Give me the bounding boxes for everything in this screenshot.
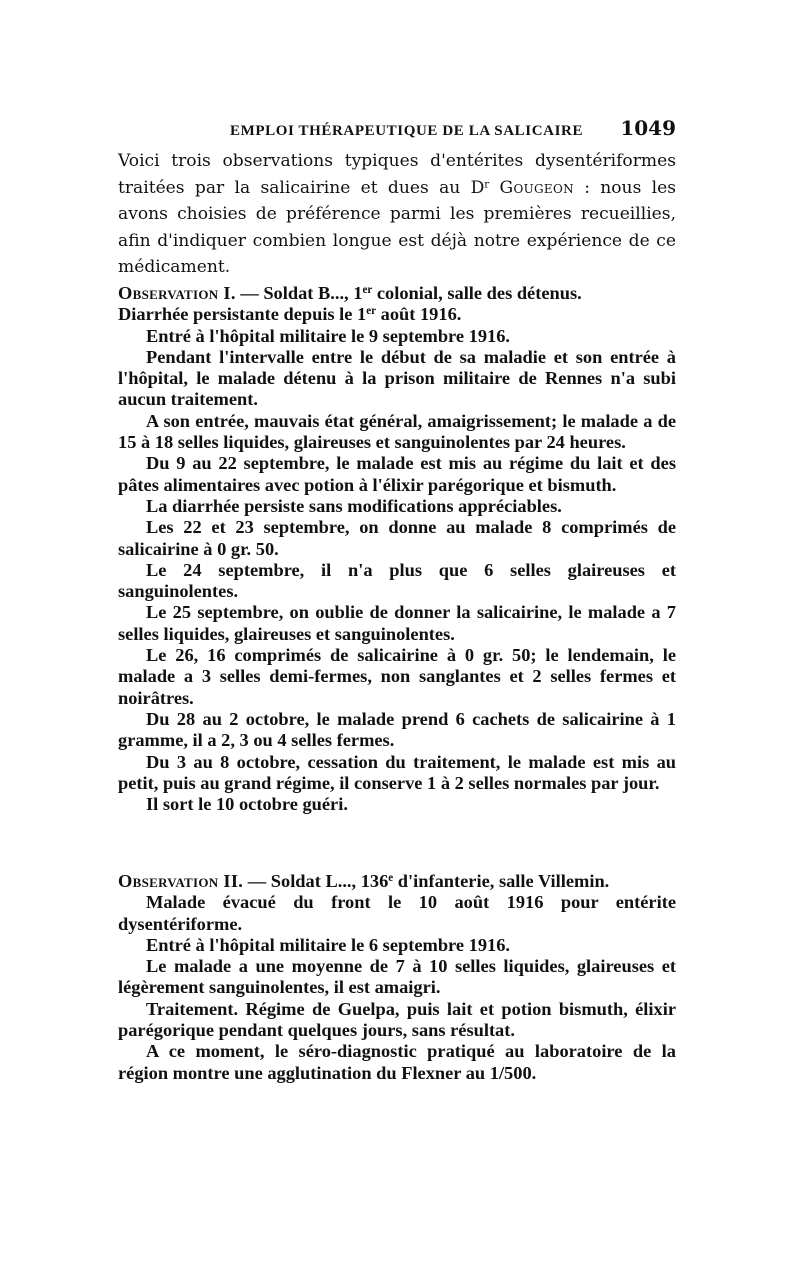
observation-1-lead-text: — Soldat B..., 1	[235, 283, 363, 303]
observation-1-lead	[118, 283, 676, 304]
running-header	[120, 116, 676, 140]
observation-2	[118, 871, 676, 1084]
observation-2-paragraph: Malade évacué du front le 10 août 1916 pour entérite dysentériforme.	[118, 892, 676, 934]
observation-1-paragraph: Le 25 septembre, on oublie de donner la salicairine, le malade a 7 selles liquides, glaireuses et sanguinolentes.	[118, 602, 676, 644]
observation-1-line-2	[118, 304, 676, 325]
observation-1-paragraph: Les 22 et 23 septembre, on donne au malade 8 comprimés de salicairine à 0 gr. 50.	[118, 517, 676, 559]
doctor-abbrev-sup: r	[484, 177, 490, 190]
observation-2-paragraph: A ce moment, le séro-diagnostic pratiqué au laboratoire de la région montre une agglutination du Flexner au 1/500.	[118, 1041, 676, 1083]
observation-1-line-2-text-end: août 1916.	[376, 304, 462, 325]
observation-2-paragraph: Traitement. Régime de Guelpa, puis lait et potion bismuth, élixir parégorique pendant quelques jours, sans résultat.	[118, 998, 676, 1041]
observation-1-paragraph: A son entrée, mauvais état général, amaigrissement; le malade a de 15 à 18 selles liquides, glaireuses et sanguinolentes par 24 heures.	[118, 410, 676, 453]
observation-1-paragraph: Il sort le 10 octobre guéri.	[146, 794, 348, 815]
observation-1-paragraph: La diarrhée persiste sans modifications appréciables.	[146, 495, 562, 516]
intro-text-start: Voici trois observations typiques d'entérites dysentériformes traitées par la salicairine et dues au D	[118, 151, 676, 198]
observation-1-paragraph: Entré à l'hôpital militaire le 9 septembre 1916.	[146, 325, 511, 346]
observation-1-paragraph: Le 26, 16 comprimés de salicairine à 0 gr. 50; le lendemain, le malade a 3 selles demi-fermes, non sanglantes et 2 selles fermes et noirâtres.	[118, 645, 676, 708]
observation-1-paragraph: Du 3 au 8 octobre, cessation du traitement, le malade est mis au petit, puis au grand régime, il conserve 1 à 2 selles normales par jour.	[118, 751, 676, 793]
observation-2-paragraph: Le malade a une moyenne de 7 à 10 selles liquides, glaireuses et légèrement sanguinolentes, il est amaigri.	[118, 956, 676, 998]
observation-1-line-2-sup: er	[366, 305, 377, 318]
running-title: EMPLOI THÉRAPEUTIQUE DE LA SALICAIRE	[230, 123, 584, 139]
observation-1-line-2-text: Diarrhée persistante depuis le 1	[118, 304, 367, 325]
page-number: 1049	[620, 116, 676, 140]
observation-2-lead	[118, 871, 676, 892]
observation-2-paragraph: Entré à l'hôpital militaire le 6 septembre 1916.	[146, 934, 511, 955]
observation-1-lead-text-end: colonial, salle des détenus.	[372, 283, 582, 303]
observation-1-paragraph: Du 9 au 22 septembre, le malade est mis au régime du lait et des pâtes alimentaires avec potion à l'élixir parégorique et bismuth.	[118, 453, 676, 495]
observation-1-heading: Observation I.	[118, 283, 236, 303]
observation-1-paragraph: Le 24 septembre, il n'a plus que 6 selles glaireuses et sanguinolentes.	[118, 559, 676, 602]
observation-1-paragraph: Pendant l'intervalle entre le début de sa maladie et son entrée à l'hôpital, le malade détenu à la prison militaire de Rennes n'a subi aucun traitement.	[118, 346, 676, 410]
intro-paragraph	[118, 148, 676, 281]
observation-1-paragraph: Du 28 au 2 octobre, le malade prend 6 cachets de salicairine à 1 gramme, il a 2, 3 ou 4 selles fermes.	[118, 708, 676, 751]
intro-text-end: : nous les avons choisies de préférence parmi les premières recueillies, afin d'indiquer combien longue est déjà notre expérience de ce médicament.	[118, 177, 676, 278]
observation-2-lead-sup: e	[388, 871, 394, 884]
observation-2-heading: Observation II.	[118, 871, 244, 891]
observation-2-lead-text-end: d'infanterie, salle Villemin.	[393, 871, 610, 891]
observation-2-lead-text: — Soldat L..., 136	[243, 871, 389, 891]
doctor-name: Gougeon	[499, 177, 574, 198]
observation-1	[118, 283, 676, 815]
observation-1-lead-sup: er	[362, 283, 373, 296]
